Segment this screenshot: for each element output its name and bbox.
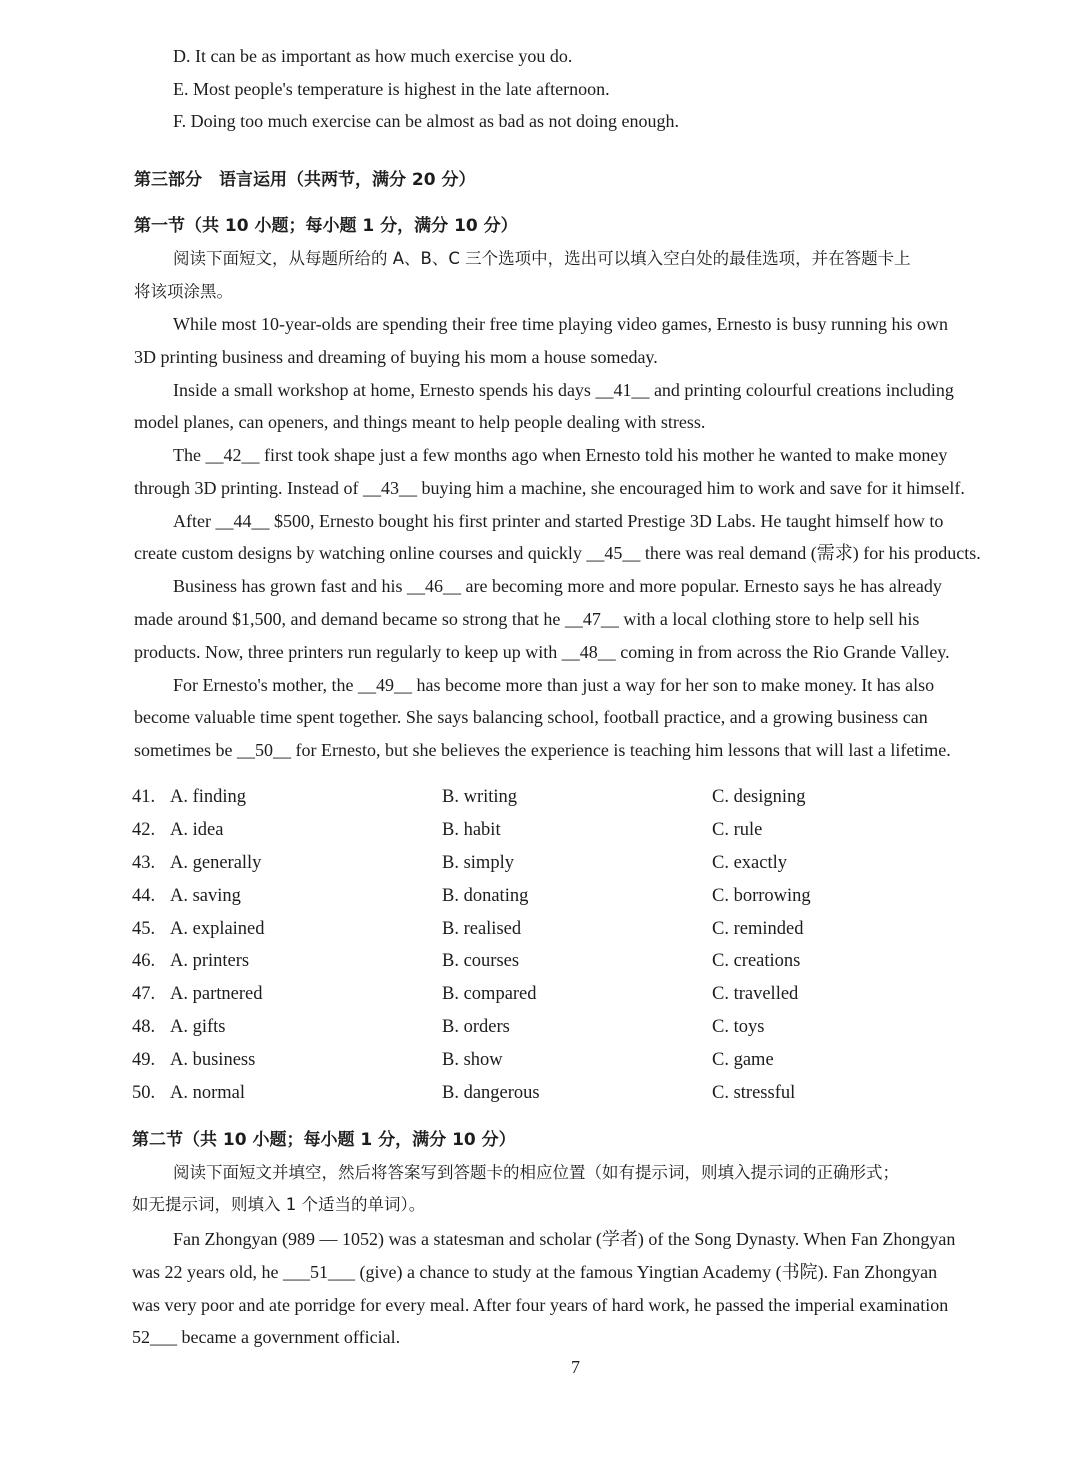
option-f: F. Doing too much exercise can be almost as bad as not doing enough. [173, 111, 679, 131]
choice-a: A. normal [170, 1083, 246, 1103]
choice-b: B. realised [442, 919, 522, 939]
choice-a: A. printers [170, 951, 250, 971]
choice-c: C. borrowing [712, 886, 811, 906]
question-row [132, 818, 832, 842]
question-row [132, 884, 832, 908]
passage-line: model planes, can openers, and things meant to help people dealing with stress. [134, 412, 706, 432]
page-number: 7 [571, 1357, 580, 1377]
choice-c: C. exactly [712, 853, 788, 873]
choice-b: B. habit [442, 820, 501, 840]
passage-line: through 3D printing. Instead of __43__ buying him a machine, she encouraged him to work and save for it himself. [134, 478, 965, 498]
choice-a: A. saving [170, 886, 241, 906]
part3-heading: 第三部分 语言运用（共两节，满分 20 分） [134, 170, 476, 190]
section1-instruction-line2: 将该项涂黑。 [134, 282, 233, 301]
section2-heading: 第二节（共 10 小题；每小题 1 分，满分 10 分） [132, 1130, 516, 1150]
question-number: 48. [132, 1017, 156, 1037]
choice-a: A. generally [170, 853, 262, 873]
choice-a: A. finding [170, 787, 247, 807]
passage-line: Business has grown fast and his __46__ are becoming more and more popular. Ernesto says he has already [173, 576, 942, 596]
passage-line: While most 10-year-olds are spending their free time playing video games, Ernesto is busy running his own [173, 314, 948, 334]
passage2-line: was very poor and ate porridge for every meal. After four years of hard work, he passed the imperial examination [132, 1295, 949, 1315]
choice-b: B. show [442, 1050, 503, 1070]
question-number: 46. [132, 951, 156, 971]
choice-a: A. gifts [170, 1017, 226, 1037]
passage-line: become valuable time spent together. She says balancing school, football practice, and a growing business can [134, 707, 928, 727]
passage-line: products. Now, three printers run regularly to keep up with __48__ coming in from across the Rio Grande Valley. [134, 642, 950, 662]
choice-c: C. reminded [712, 919, 804, 939]
question-row [132, 982, 832, 1006]
choice-b: B. donating [442, 886, 529, 906]
choice-c: C. game [712, 1050, 774, 1070]
choice-c: C. designing [712, 787, 806, 807]
question-row [132, 1081, 832, 1105]
section1-instruction-line1: 阅读下面短文，从每题所给的 A、B、C 三个选项中，选出可以填入空白处的最佳选项，并在答题卡上 [173, 249, 911, 268]
section1-heading: 第一节（共 10 小题；每小题 1 分，满分 10 分） [134, 216, 518, 236]
question-number: 43. [132, 853, 156, 873]
question-row [132, 1048, 832, 1072]
choice-b: B. dangerous [442, 1083, 540, 1103]
passage-line: Inside a small workshop at home, Ernesto spends his days __41__ and printing colourful creations including [173, 380, 954, 400]
passage2-line: 52___ became a government official. [132, 1327, 401, 1347]
passage2-line: Fan Zhongyan (989 — 1052) was a statesman and scholar (学者) of the Song Dynasty. When Fan Zhongyan [173, 1229, 956, 1249]
section2-instruction-line1: 阅读下面短文并填空，然后将答案写到答题卡的相应位置（如有提示词，则填入提示词的正确形式； [173, 1163, 899, 1182]
choice-a: A. partnered [170, 984, 263, 1004]
question-number: 50. [132, 1083, 156, 1103]
question-row [132, 851, 832, 875]
choice-c: C. travelled [712, 984, 799, 1004]
choice-c: C. toys [712, 1017, 765, 1037]
choice-b: B. orders [442, 1017, 510, 1037]
passage-line: 3D printing business and dreaming of buying his mom a house someday. [134, 347, 658, 367]
passage-line: The __42__ first took shape just a few months ago when Ernesto told his mother he wanted to make money [173, 445, 948, 465]
question-row [132, 1015, 832, 1039]
question-number: 49. [132, 1050, 156, 1070]
choice-b: B. writing [442, 787, 518, 807]
question-number: 42. [132, 820, 156, 840]
choice-a: A. explained [170, 919, 265, 939]
question-number: 44. [132, 886, 156, 906]
question-number: 45. [132, 919, 156, 939]
choice-c: C. stressful [712, 1083, 796, 1103]
option-d: D. It can be as important as how much exercise you do. [173, 46, 573, 66]
choice-a: A. idea [170, 820, 224, 840]
passage2-line: was 22 years old, he ___51___ (give) a chance to study at the famous Yingtian Academy (书院). Fan Zhongyan [132, 1262, 938, 1282]
choice-b: B. courses [442, 951, 520, 971]
choice-c: C. creations [712, 951, 801, 971]
choice-c: C. rule [712, 820, 763, 840]
passage-line: For Ernesto's mother, the __49__ has become more than just a way for her son to make money. It has also [173, 675, 935, 695]
choice-b: B. simply [442, 853, 514, 873]
question-row [132, 785, 832, 809]
option-e: E. Most people's temperature is highest in the late afternoon. [173, 79, 610, 99]
question-number: 47. [132, 984, 156, 1004]
choice-a: A. business [170, 1050, 256, 1070]
passage-line: made around $1,500, and demand became so strong that he __47__ with a local clothing store to help sell his [134, 609, 920, 629]
question-number: 41. [132, 787, 156, 807]
question-row [132, 949, 832, 973]
section2-instruction-line2: 如无提示词，则填入 1 个适当的单词）。 [132, 1195, 426, 1214]
question-row [132, 917, 832, 941]
choice-b: B. compared [442, 984, 537, 1004]
passage-line: sometimes be __50__ for Ernesto, but she believes the experience is teaching him lessons that will last a lifetime. [134, 740, 951, 760]
passage-line: After __44__ $500, Ernesto bought his first printer and started Prestige 3D Labs. He taught himself how to [173, 511, 944, 531]
passage-line: create custom designs by watching online courses and quickly __45__ there was real demand (需求) for his products. [134, 543, 981, 563]
